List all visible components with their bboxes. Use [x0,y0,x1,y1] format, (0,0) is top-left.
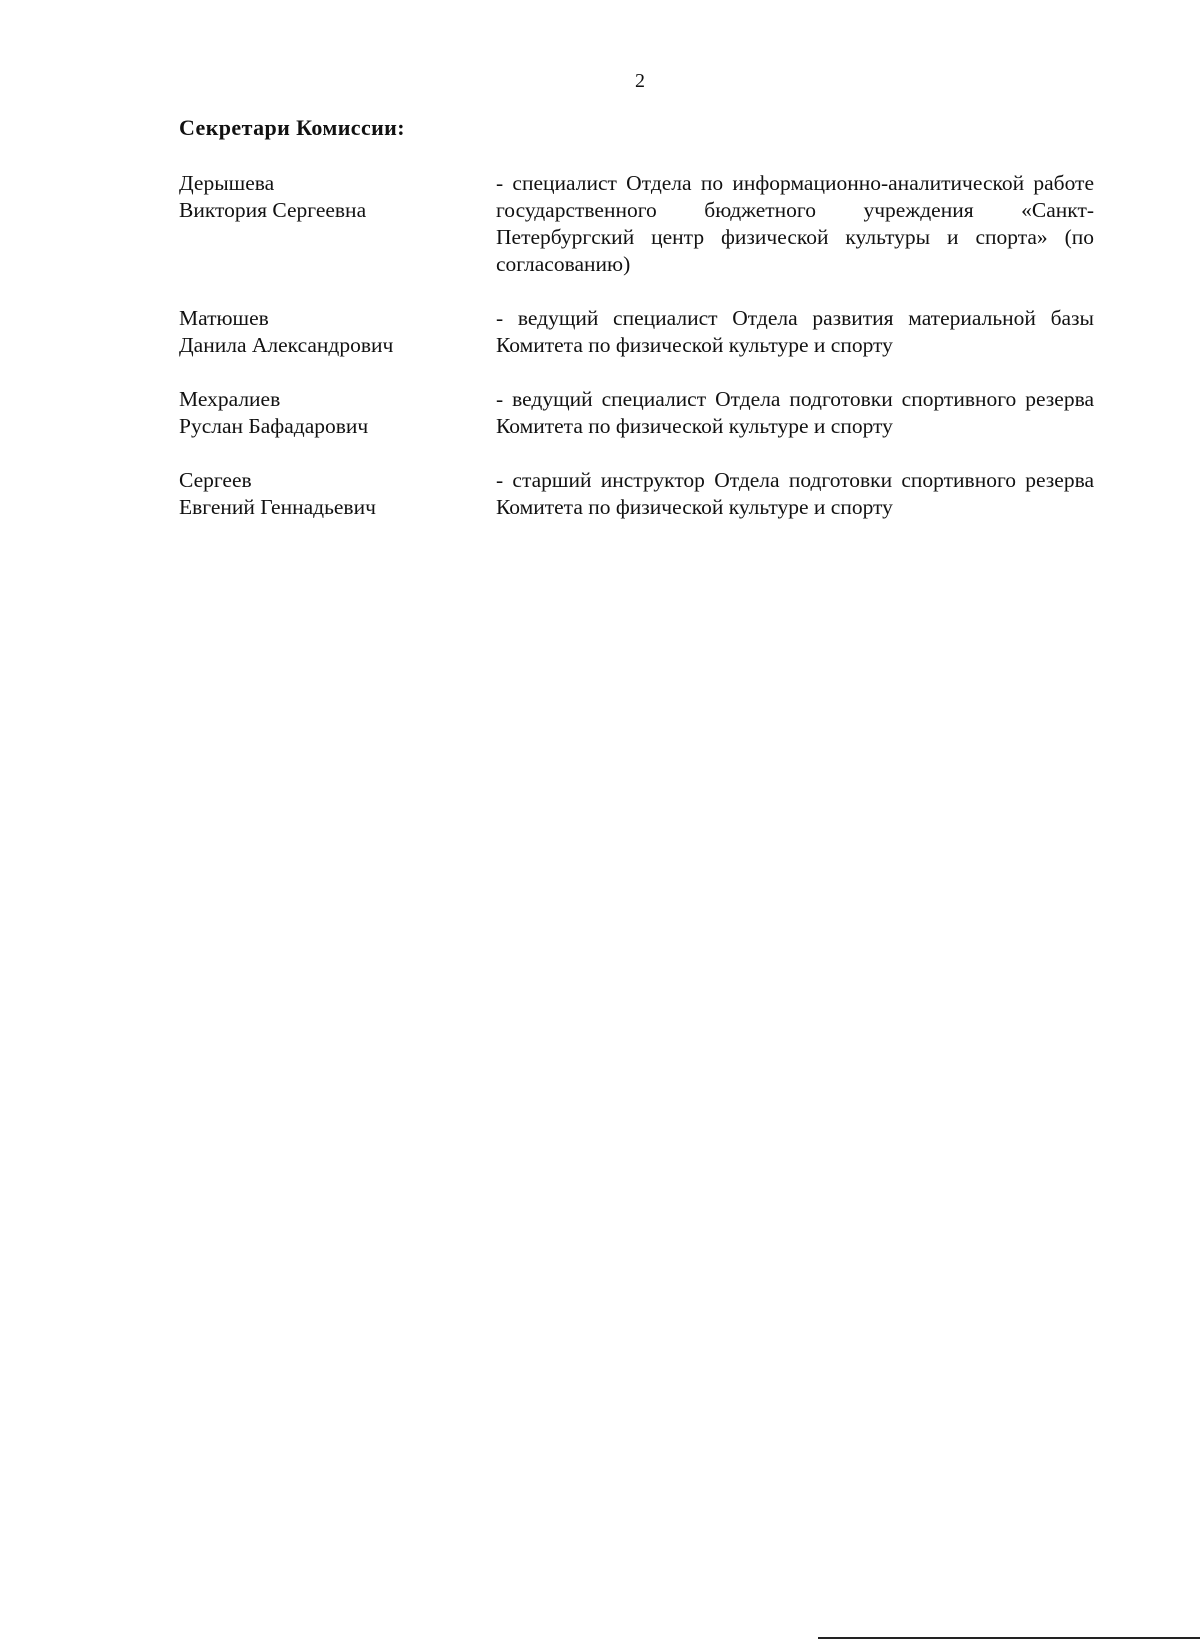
member-name [179,467,496,521]
member-entry [179,386,1094,440]
member-surname: Матюшев [179,306,269,330]
member-surname: Сергеев [179,468,252,492]
member-role: - специалист Отдела по информационно-аналитической работе государственного бюджетного учреждения «Санкт-Петербургский центр физической культуры и спорта» (по согласованию) [496,171,1094,276]
member-entry [179,305,1094,359]
member-given-names: Руслан Бафадарович [179,414,369,438]
member-entry [179,170,1094,278]
member-role: - старший инструктор Отдела подготовки спортивного резерва Комитета по физической культуре и спорту [496,468,1094,519]
member-given-names: Данила Александрович [179,333,394,357]
member-name [179,170,496,224]
page-edge-line [818,1637,1200,1639]
page-number: 2 [635,70,645,92]
member-given-names: Виктория Сергеевна [179,198,367,222]
member-name [179,305,496,359]
member-entry [179,467,1094,521]
section-title: Секретари Комиссии: [179,115,405,140]
member-surname: Мехралиев [179,387,281,411]
member-name [179,386,496,440]
member-given-names: Евгений Геннадьевич [179,495,376,519]
member-list [179,170,1094,548]
member-role: - ведущий специалист Отдела подготовки спортивного резерва Комитета по физической культуре и спорту [496,387,1094,438]
member-surname: Дерышева [179,171,275,195]
member-role: - ведущий специалист Отдела развития материальной базы Комитета по физической культуре и спорту [496,306,1094,357]
